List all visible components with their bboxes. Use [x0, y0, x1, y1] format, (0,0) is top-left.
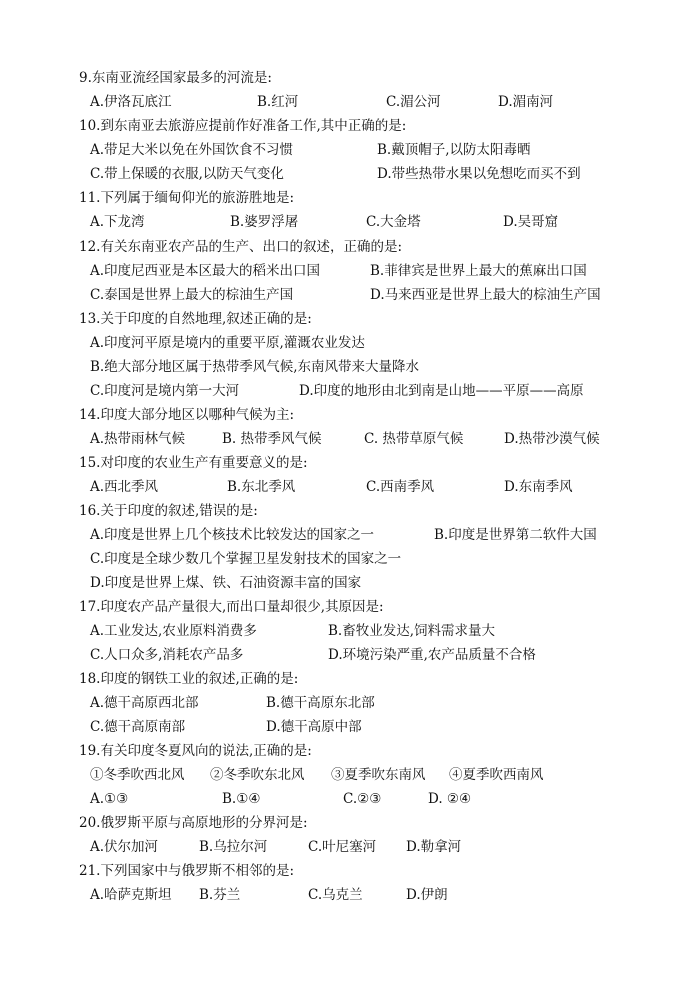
- option-c: C.西南季风: [366, 479, 435, 495]
- question-14-stem: 14.印度大部分地区以哪种气候为主:: [79, 407, 295, 423]
- question-20-stem: 20.俄罗斯平原与高原地形的分界河是:: [79, 815, 308, 831]
- option-a: A.下龙湾: [90, 214, 145, 230]
- question-11-stem: 11.下列属于缅甸仰光的旅游胜地是:: [79, 190, 295, 206]
- option-c: C.德干高原南部: [90, 719, 186, 735]
- question-10-stem: 10.到东南亚去旅游应提前作好准备工作,其中正确的是:: [79, 118, 407, 134]
- question-21-stem: 21.下列国家中与俄罗斯不相邻的是:: [79, 863, 295, 879]
- question-15-stem: 15.对印度的农业生产有重要意义的是:: [79, 455, 308, 471]
- option-a: A.印度河平原是境内的重要平原,灌溉农业发达: [90, 335, 365, 351]
- option-d: D.吴哥窟: [503, 214, 559, 230]
- option-b: B.①④: [222, 791, 261, 807]
- option-c: C.泰国是世界上最大的棕油生产国: [90, 287, 294, 303]
- option-b: B.乌拉尔河: [199, 839, 268, 855]
- option-c: C.乌克兰: [308, 887, 363, 903]
- statement-1: ①冬季吹西北风: [90, 767, 185, 783]
- statement-3: ③夏季吹东南风: [331, 767, 426, 783]
- option-d: D.湄南河: [498, 94, 554, 110]
- option-d: D.印度是世界上煤、铁、石油资源丰富的国家: [90, 575, 362, 591]
- option-a: A.哈萨克斯坦: [90, 887, 172, 903]
- option-b: B.德干高原东北部: [266, 695, 375, 711]
- option-c: C.②③: [343, 791, 382, 807]
- option-c: C.叶尼塞河: [308, 839, 377, 855]
- option-d: D.勒拿河: [406, 839, 462, 855]
- option-c: C.人口众多,消耗农产品多: [90, 647, 244, 663]
- question-16-stem: 16.关于印度的叙述,错误的是:: [79, 503, 258, 519]
- option-b: B.芬兰: [199, 887, 241, 903]
- option-a: A.德干高原西北部: [90, 695, 199, 711]
- statement-4: ④夏季吹西南风: [449, 767, 544, 783]
- option-a: A.印度是世界上几个核技术比较发达的国家之一: [90, 527, 375, 543]
- option-a: A.印度尼西亚是本区最大的稻米出口国: [90, 263, 321, 279]
- option-b: B. 热带季风气候: [222, 431, 322, 447]
- option-b: B.畜牧业发达,饲料需求量大: [328, 623, 496, 639]
- question-19-stem: 19.有关印度冬夏风向的说法,正确的是:: [79, 743, 312, 759]
- statement-2: ②冬季吹东北风: [210, 767, 305, 783]
- option-c: C.印度是全球少数几个掌握卫星发射技术的国家之一: [90, 551, 402, 567]
- option-a: A.①③: [90, 791, 129, 807]
- option-c: C.大金塔: [366, 214, 421, 230]
- option-c: C.印度河是境内第一大河: [90, 383, 240, 399]
- option-d: D.马来西亚是世界上最大的棕油生产国: [370, 287, 601, 303]
- question-9-stem: 9.东南亚流经国家最多的河流是:: [79, 70, 272, 86]
- option-d: D.带些热带水果以免想吃而买不到: [377, 166, 581, 182]
- option-b: B.红河: [257, 94, 299, 110]
- option-c: C. 热带草原气候: [364, 431, 464, 447]
- option-a: A.西北季风: [90, 479, 159, 495]
- option-a: A.带足大米以免在外国饮食不习惯: [90, 142, 294, 158]
- option-d: D.东南季风: [504, 479, 573, 495]
- option-d: D.德干高原中部: [266, 719, 362, 735]
- option-b: B.绝大部分地区属于热带季风气候,东南风带来大量降水: [90, 359, 420, 375]
- option-a: A.热带雨林气候: [90, 431, 186, 447]
- option-c: C.带上保暖的衣服,以防天气变化: [90, 166, 284, 182]
- question-13-stem: 13.关于印度的自然地理,叙述正确的是:: [79, 311, 312, 327]
- option-d: D. ②④: [428, 791, 472, 807]
- option-a: A.伊洛瓦底江: [90, 94, 172, 110]
- option-d: D.环境污染严重,农产品质量不合格: [328, 647, 536, 663]
- option-a: A.伏尔加河: [90, 839, 159, 855]
- option-d: D.热带沙漠气候: [504, 431, 600, 447]
- question-17-stem: 17.印度农产品产量很大,而出口量却很少,其原因是:: [79, 599, 384, 615]
- option-b: B.印度是世界第二软件大国: [434, 527, 597, 543]
- option-b: B.戴顶帽子,以防太阳毒晒: [377, 142, 531, 158]
- option-c: C.湄公河: [386, 94, 441, 110]
- option-d: D.印度的地形由北到南是山地——平原——高原: [299, 383, 584, 399]
- option-b: B.婆罗浮屠: [230, 214, 299, 230]
- option-b: B.东北季风: [227, 479, 296, 495]
- question-18-stem: 18.印度的钢铁工业的叙述,正确的是:: [79, 671, 299, 687]
- option-b: B.菲律宾是世界上最大的蕉麻出口国: [370, 263, 587, 279]
- option-a: A.工业发达,农业原料消费多: [90, 623, 257, 639]
- question-12-stem: 12.有关东南亚农产品的生产、出口的叙述，正确的是:: [79, 239, 403, 255]
- option-d: D.伊朗: [406, 887, 448, 903]
